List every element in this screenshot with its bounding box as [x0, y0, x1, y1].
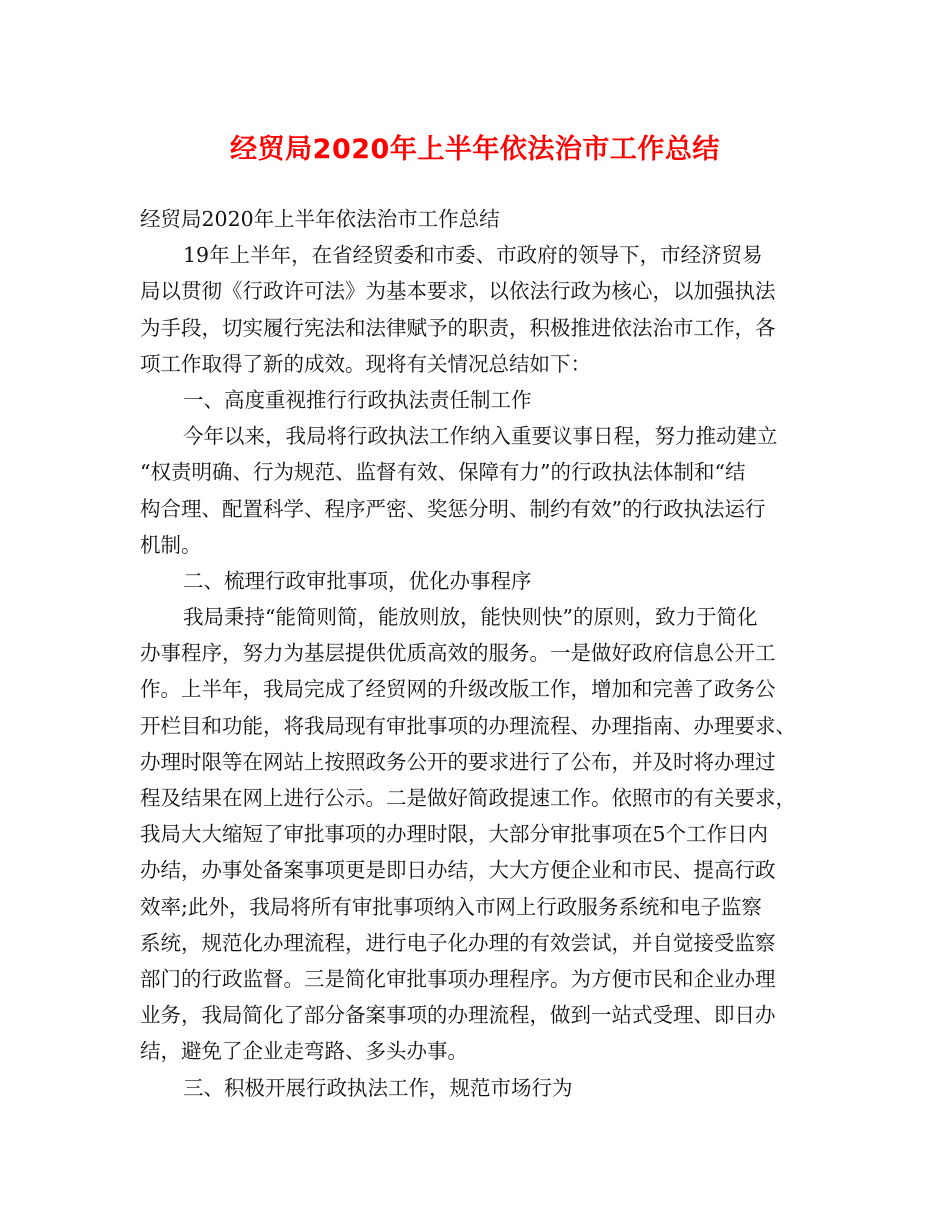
paragraph-line: 开栏目和功能，将我局现有审批事项的办理流程、办理指南、办理要求、	[140, 713, 796, 738]
paragraph-line: 办理时限等在网站上按照政务公开的要求进行了公布，并及时将办理过	[140, 749, 776, 774]
document-title: 经贸局2020年上半年依法治市工作总结	[230, 134, 720, 165]
paragraph-line: 机制。	[140, 532, 202, 557]
paragraph-line: 业务，我局简化了部分备案事项的办理流程，做到一站式受理、即日办	[140, 1003, 776, 1028]
paragraph-line: 系统，规范化办理流程，进行电子化办理的有效尝试，并自觉接受监察	[140, 930, 776, 955]
paragraph-line: 今年以来，我局将行政执法工作纳入重要议事日程，努力推动建立	[183, 424, 778, 449]
paragraph-line: 部门的行政监督。三是简化审批事项办理程序。为方便市民和企业办理	[140, 966, 776, 991]
section-heading: 一、高度重视推行行政执法责任制工作	[183, 387, 532, 412]
paragraph-line: 办事程序，努力为基层提供优质高效的服务。一是做好政府信息公开工	[140, 641, 776, 666]
paragraph-line: 办结，办事处备案事项更是即日办结，大大方便企业和市民、提高行政	[140, 858, 776, 883]
body-subtitle-line: 经贸局2020年上半年依法治市工作总结	[140, 207, 500, 231]
section-heading: 二、梳理行政审批事项，优化办事程序	[183, 568, 532, 593]
paragraph-line: 为手段，切实履行宪法和法律赋予的职责，积极推进依法治市工作，各	[140, 315, 776, 340]
paragraph-line: 项工作取得了新的成效。现将有关情况总结如下：	[140, 351, 591, 376]
paragraph-line: 效率;此外，我局将所有审批事项纳入市网上行政服务系统和电子监察	[140, 894, 762, 919]
paragraph-line: 局以贯彻《行政许可法》为基本要求，以依法行政为核心，以加强执法	[140, 279, 776, 304]
paragraph-line: 作。上半年，我局完成了经贸网的升级改版工作，增加和完善了政务公	[140, 677, 776, 702]
paragraph-line: “权责明确、行为规范、监督有效、保障有力”的行政执法体制和“结	[140, 460, 746, 485]
section-heading: 三、积极开展行政执法工作，规范市场行为	[183, 1075, 573, 1100]
document-body	[140, 201, 812, 1106]
paragraph-line: 构合理、配置科学、程序严密、奖惩分明、制约有效”的行政执法运行	[140, 496, 766, 521]
paragraph-line: 我局秉持“能简则简，能放则放，能快则快”的原则，致力于简化	[183, 605, 758, 630]
paragraph-line: 结，避免了企业走弯路、多头办事。	[140, 1039, 468, 1064]
paragraph-line: 程及结果在网上进行公示。二是做好简政提速工作。依照市的有关要求，	[140, 786, 796, 810]
paragraph-line: 我局大大缩短了审批事项的办理时限，大部分审批事项在5个工作日内	[140, 822, 769, 847]
paragraph-line: 19年上半年，在省经贸委和市委、市政府的领导下，市经济贸易	[183, 243, 763, 268]
